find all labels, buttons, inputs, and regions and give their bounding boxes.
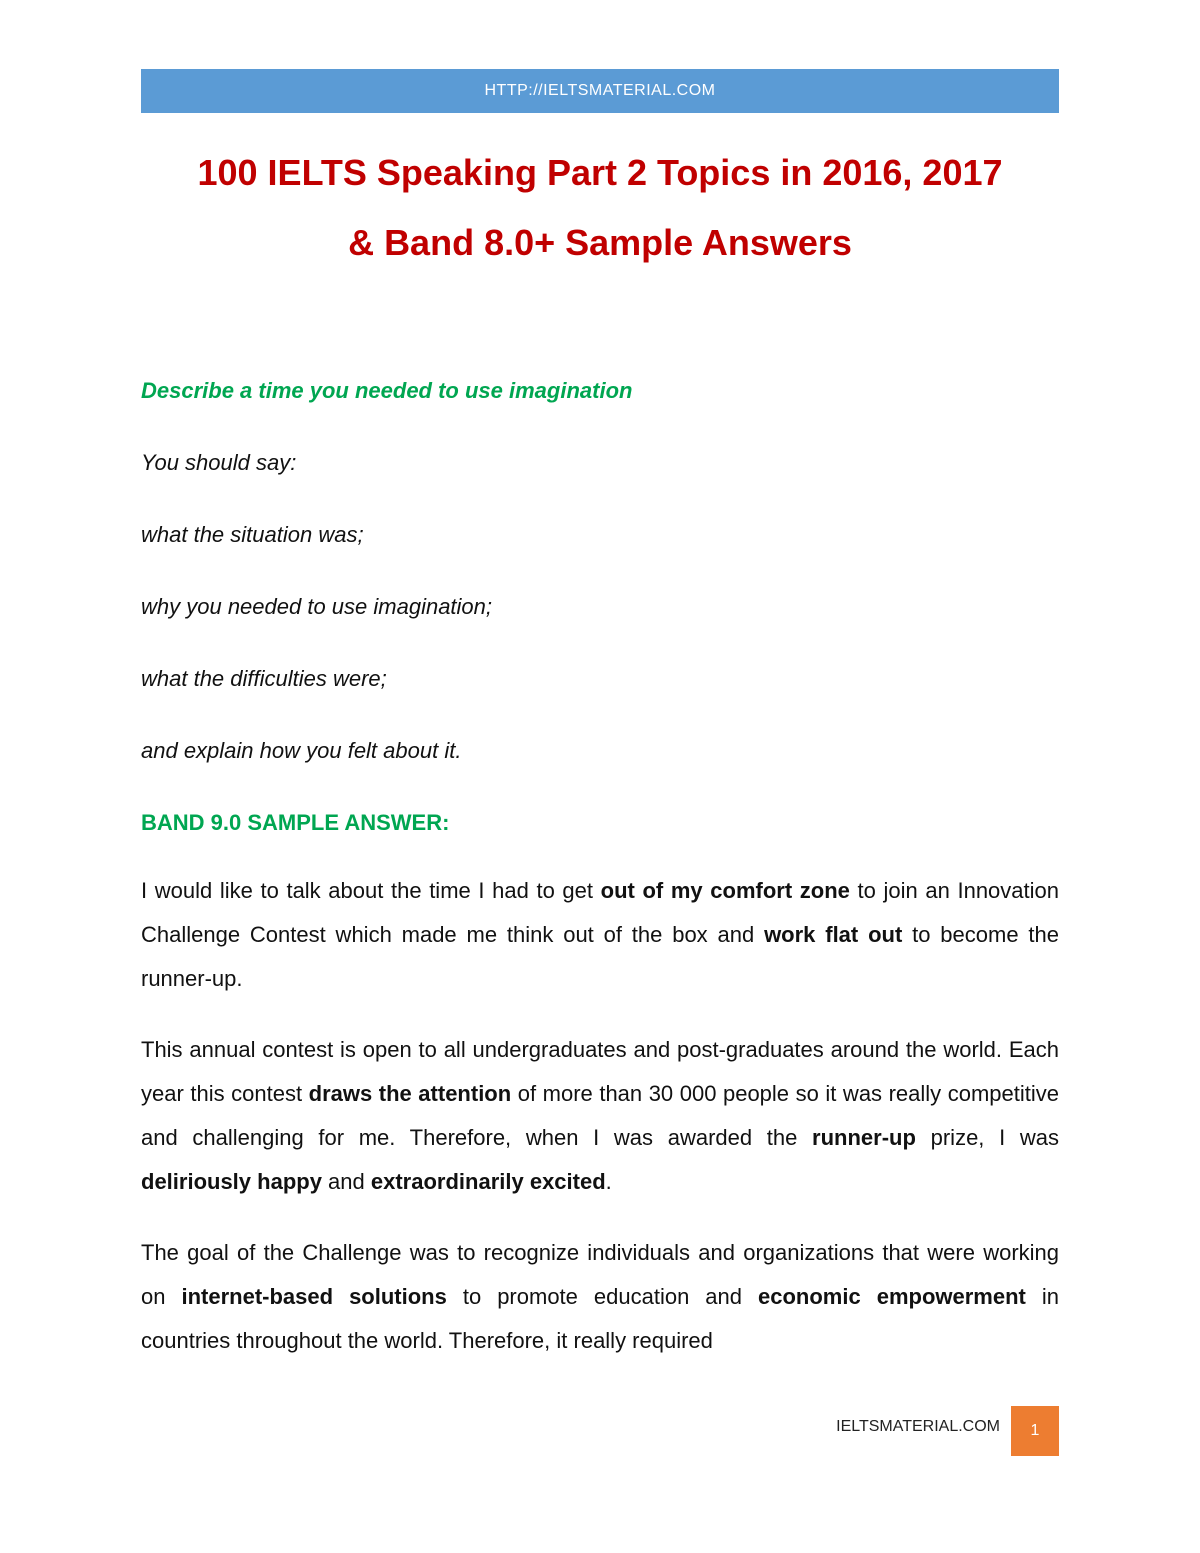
highlight-phrase: draws the attention — [308, 1081, 512, 1106]
answer-text: to become the runner-up. — [141, 922, 1059, 991]
answer-text: The goal of the Challenge was to recognize individuals and organizations that were working on — [141, 1240, 1059, 1309]
page-number-badge — [1011, 1406, 1059, 1456]
highlight-phrase: deliriously happy — [141, 1169, 322, 1194]
footer-site-name: IELTSMATERIAL.COM — [836, 1418, 1000, 1435]
cue-card-line: what the difficulties were; — [141, 666, 387, 691]
answer-text: to join an Innovation Challenge Contest which made me think out of the box and — [141, 878, 1059, 947]
page-title — [141, 138, 1059, 278]
highlight-phrase: work flat out — [764, 922, 903, 947]
highlight-phrase: extraordinarily excited — [370, 1169, 606, 1194]
cue-card-line: what the situation was; — [141, 522, 364, 547]
answer-paragraph-3 — [141, 1231, 1059, 1363]
header-url-text[interactable]: HTTP://IELTSMATERIAL.COM — [484, 82, 716, 99]
answer-text: prize, I was — [915, 1125, 1060, 1150]
highlight-phrase: economic empowerment — [758, 1284, 1026, 1309]
answer-text: in countries throughout the world. Therefore, it really required — [141, 1284, 1059, 1353]
page-title-line-1: 100 IELTS Speaking Part 2 Topics in 2016, 2017 — [197, 152, 1003, 193]
answer-text: I would like to talk about the time I had to get — [141, 878, 601, 903]
answer-paragraph-1 — [141, 869, 1059, 1001]
answer-text: to promote education and — [446, 1284, 759, 1309]
cue-card-title: Describe a time you needed to use imagination — [141, 378, 633, 403]
cue-card-line: why you needed to use imagination; — [141, 594, 493, 619]
cue-card-line: You should say: — [141, 450, 297, 475]
answer-text: of more than 30 000 people so it was really competitive and challenging for me. Therefore, when I was awarded the — [141, 1081, 1060, 1150]
answer-text: and — [321, 1169, 371, 1194]
page-title-line-2: & Band 8.0+ Sample Answers — [348, 222, 852, 263]
highlight-phrase: runner-up — [812, 1125, 916, 1150]
cue-card-line: and explain how you felt about it. — [141, 738, 462, 763]
page-number: 1 — [1030, 1422, 1040, 1439]
header-url-bar — [141, 69, 1059, 113]
highlight-phrase: out of my comfort zone — [600, 878, 850, 903]
answer-text: This annual contest is open to all undergraduates and post-graduates around the world. Each year this contest — [141, 1037, 1059, 1106]
answer-paragraph-2 — [141, 1028, 1059, 1204]
sample-answer-heading: BAND 9.0 SAMPLE ANSWER: — [141, 810, 450, 835]
highlight-phrase: internet-based solutions — [181, 1284, 447, 1309]
document-body — [141, 365, 1059, 1390]
answer-text: . — [605, 1169, 612, 1194]
